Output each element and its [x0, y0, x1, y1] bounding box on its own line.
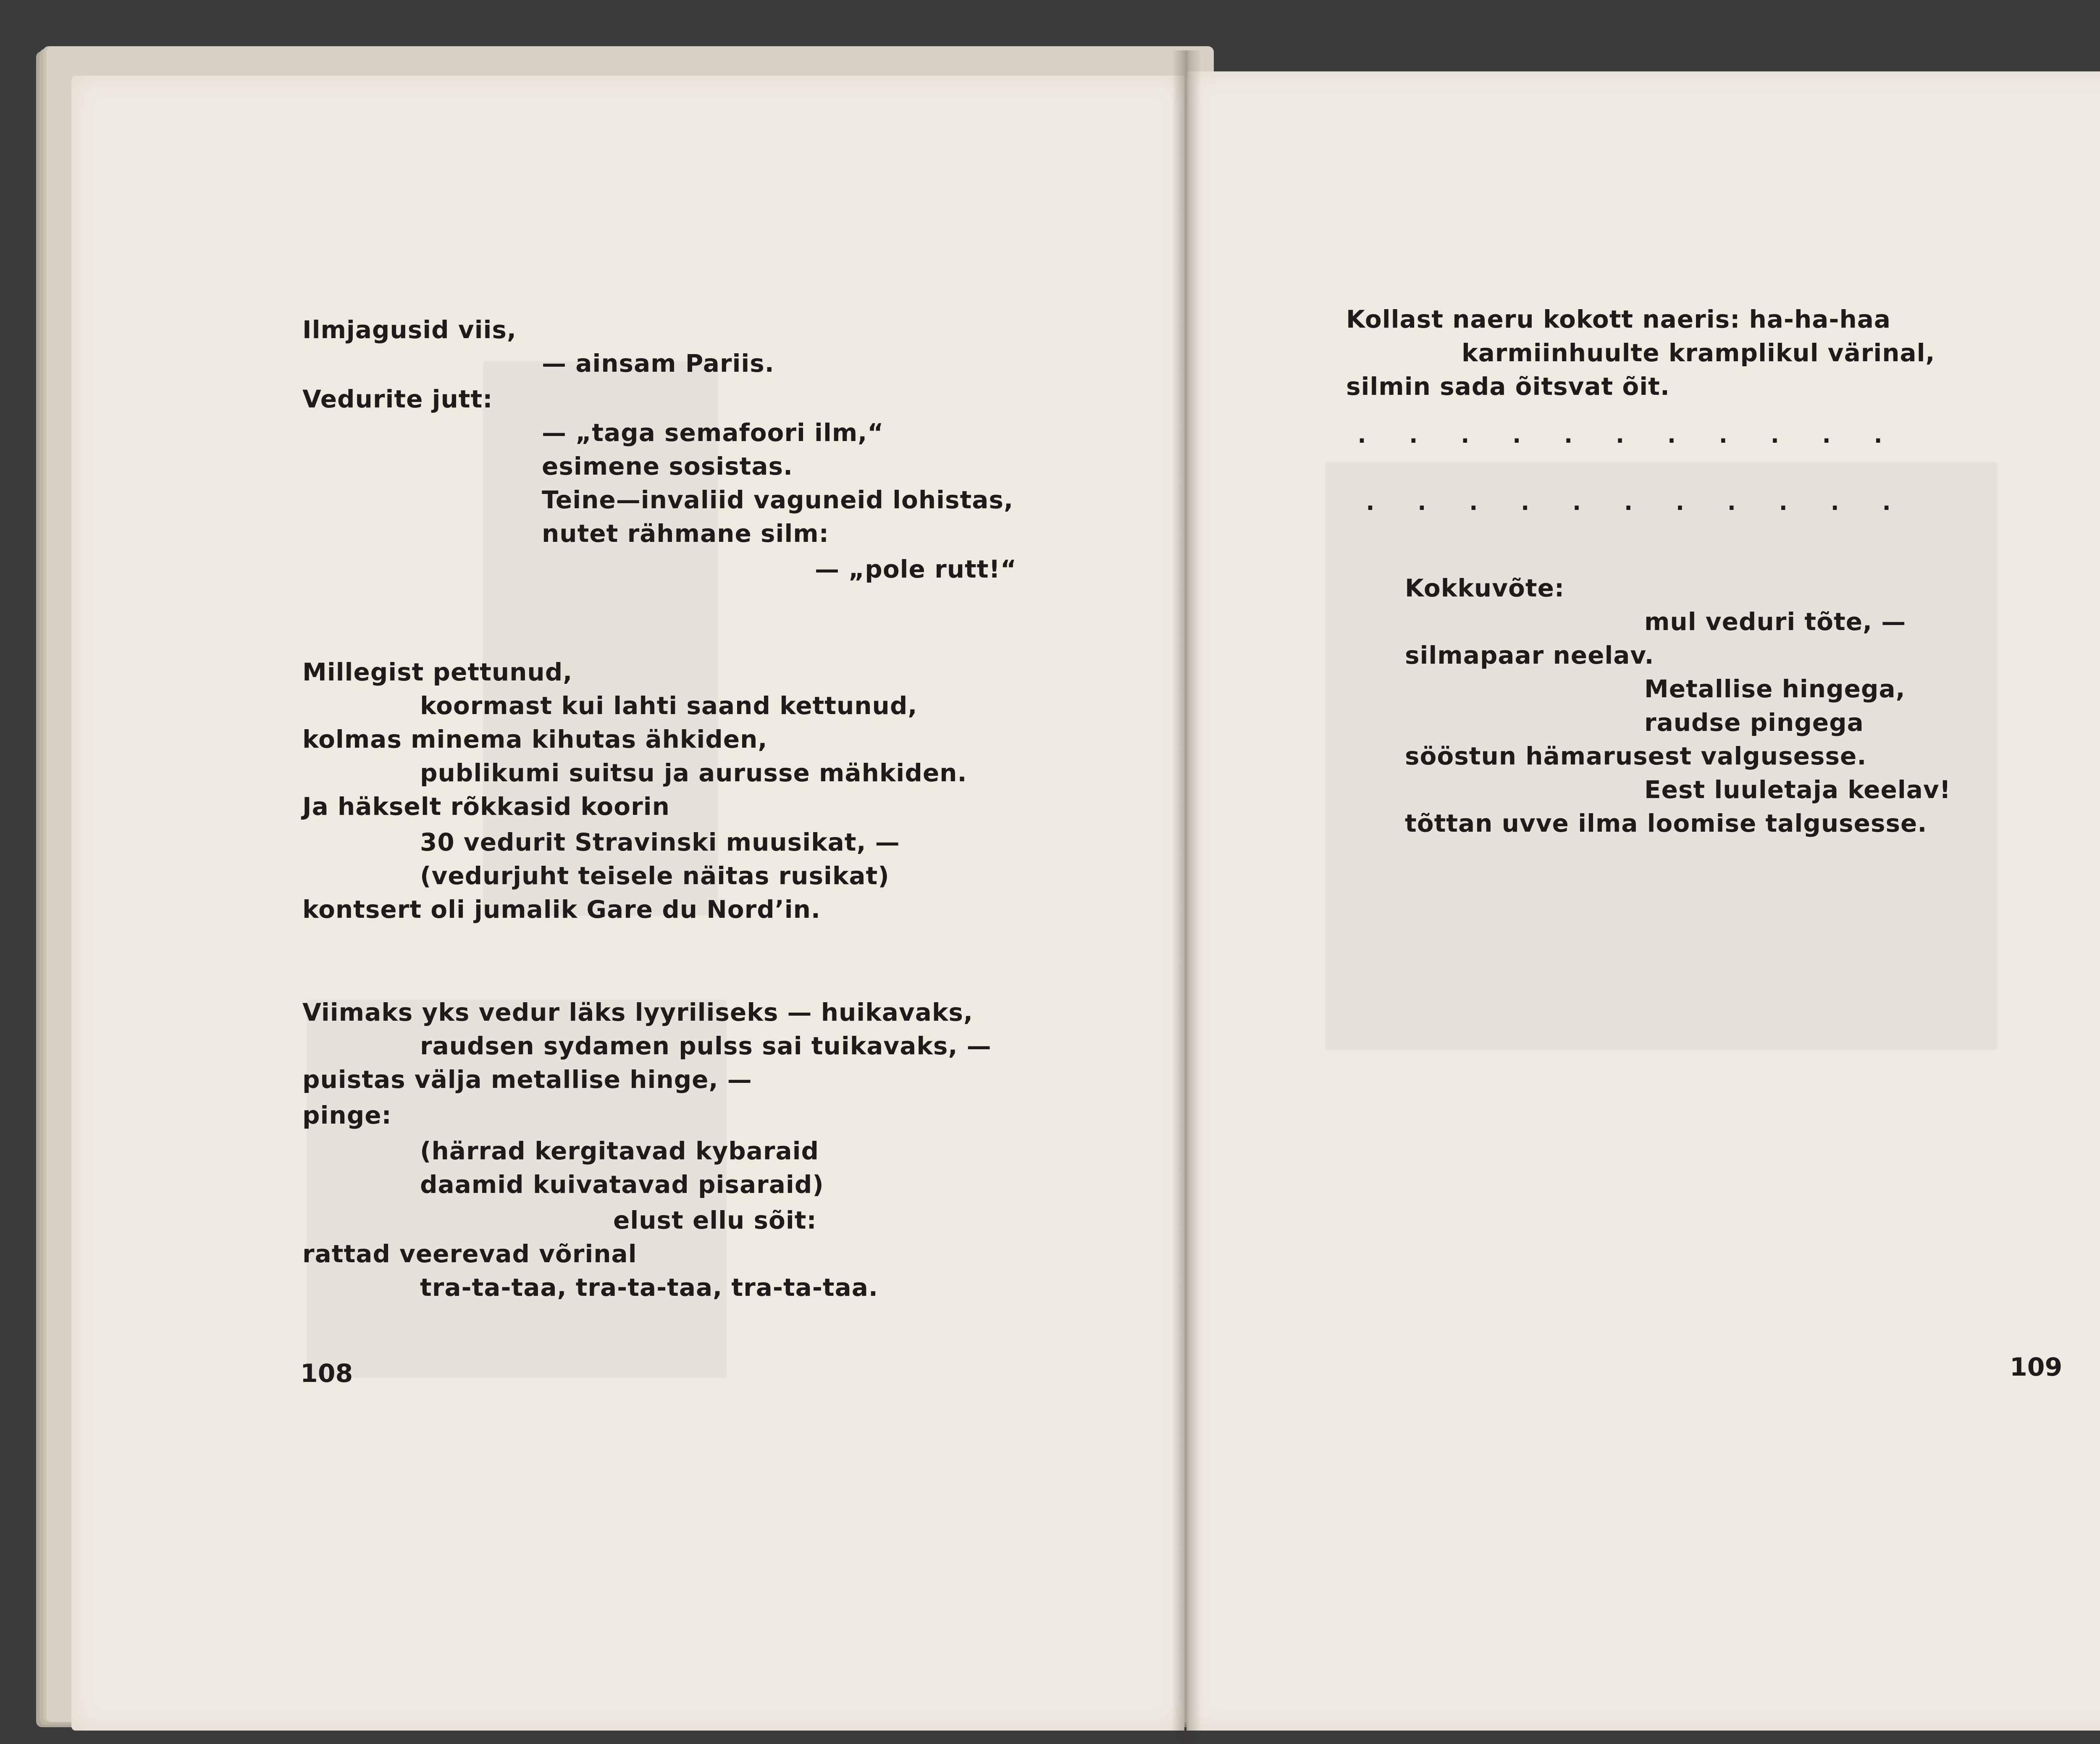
poem-line: Metallise hingega, — [1644, 675, 1906, 703]
poem-line: publikumi suitsu ja aurusse mähkiden. — [420, 759, 967, 787]
poem-line: Kollast naeru kokott naeris: ha-ha-haa — [1346, 305, 1891, 334]
poem-line: kolmas minema kihutas ähkiden, — [302, 725, 768, 754]
poem-line: Ilmjagusid viis, — [302, 315, 517, 344]
poem-line: mul veduri tõte, — — [1644, 607, 1906, 636]
poem-line: silmin sada õitsvat õit. — [1346, 372, 1670, 401]
poem-line: nutet rähmane silm: — [542, 519, 829, 548]
poem-line: raudse pingega — [1644, 708, 1864, 737]
poem-line: elust ellu sõit: — [613, 1206, 817, 1234]
poem-line: — „taga semafoori ilm,“ — [542, 418, 884, 447]
right-page — [1186, 71, 2100, 1731]
poem-line: Ja häkselt rõkkasid koorin — [302, 792, 670, 821]
page-number: 109 — [2010, 1353, 2063, 1382]
poem-line: Teine—invaliid vaguneid lohistas, — [542, 486, 1013, 514]
poem-line: koormast kui lahti saand kettunud, — [420, 691, 918, 720]
dot-row: ........... — [1354, 420, 1923, 449]
dot-row: ........... — [1363, 487, 1931, 516]
poem-line: rattad veerevad võrinal — [302, 1240, 637, 1268]
poem-line: Millegist pettunud, — [302, 658, 573, 686]
poem-line: Viimaks yks vedur läks lyyriliseks — huikavaks, — [302, 998, 973, 1027]
poem-line: kontsert oli jumalik Gare du Nord’in. — [302, 895, 821, 924]
poem-line: Eest luuletaja keelav! — [1644, 775, 1951, 804]
page-number: 108 — [300, 1359, 353, 1388]
poem-line: tra-ta-taa, tra-ta-taa, tra-ta-taa. — [420, 1273, 878, 1302]
poem-line: (härrad kergitavad kybaraid — [420, 1137, 819, 1165]
poem-line: esimene sosistas. — [542, 452, 793, 481]
poem-line: silmapaar neelav. — [1405, 641, 1654, 670]
poem-line: — „pole rutt!“ — [815, 555, 1017, 583]
poem-line: Vedurite jutt: — [302, 385, 493, 413]
poem-line: raudsen sydamen pulss sai tuikavaks, — — [420, 1032, 992, 1060]
poem-line: 30 vedurit Stravinski muusikat, — — [420, 828, 900, 856]
poem-line: Kokkuvõte: — [1405, 574, 1565, 602]
poem-line: daamid kuivatavad pisaraid) — [420, 1170, 824, 1199]
poem-line: sööstun hämarusest valgusesse. — [1405, 742, 1867, 770]
left-page — [71, 76, 1184, 1731]
book-gutter — [1172, 50, 1201, 1743]
poem-line: (vedurjuht teisele näitas rusikat) — [420, 861, 890, 890]
poem-line: tõttan uvve ilma loomise talgusesse. — [1405, 809, 1927, 838]
poem-line: pinge: — [302, 1101, 392, 1129]
poem-line: puistas välja metallise hinge, — — [302, 1065, 752, 1094]
poem-line: — ainsam Pariis. — [542, 349, 774, 378]
poem-line: karmiinhuulte kramplikul värinal, — [1462, 339, 1935, 367]
